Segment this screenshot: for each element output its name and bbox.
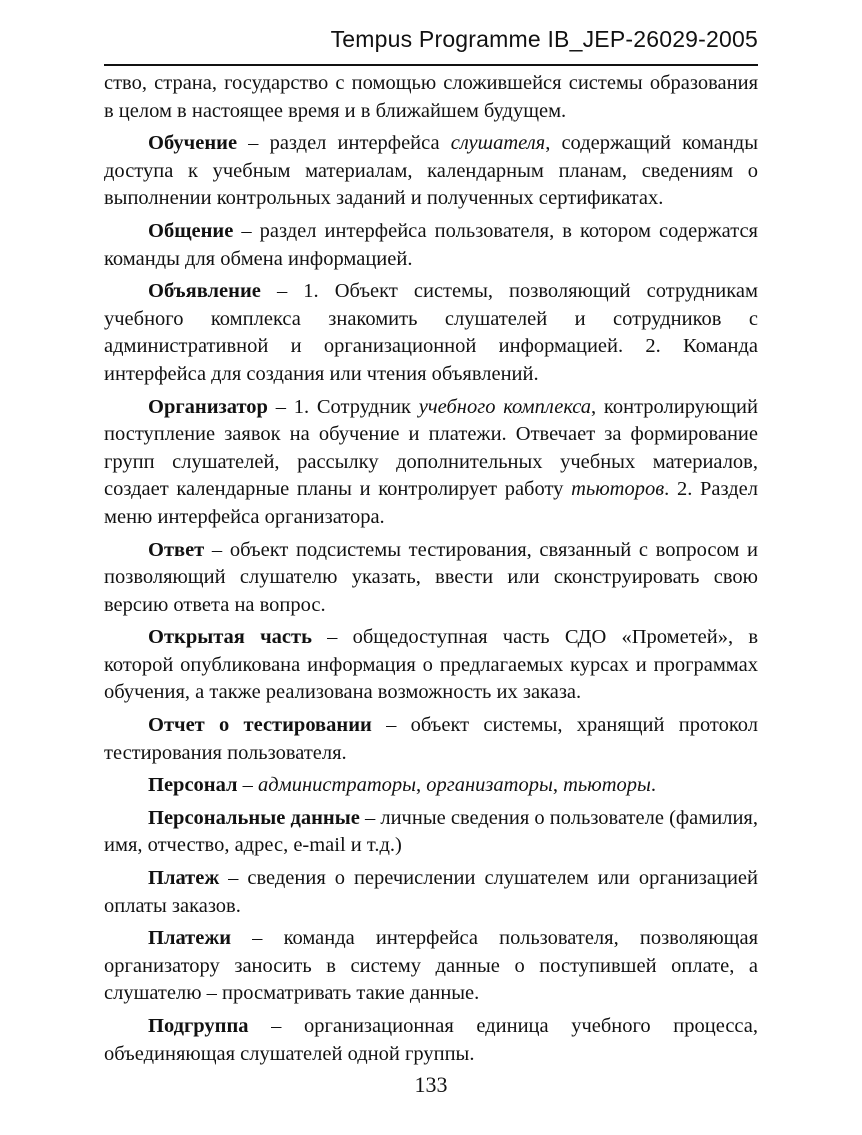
glossary-entry-obyavlenie (104, 278, 758, 388)
entry-term: Открытая часть (148, 626, 312, 649)
entry-term: Объявление (148, 280, 261, 303)
entry-term: Общение (148, 219, 234, 242)
entry-term: Подгруппа (148, 1015, 249, 1037)
entry-text: – (237, 774, 259, 797)
entry-text: , контролирующий поступление заявок на обучение и платежи. Отвечает за формирование групп слушателей, рассылку дополнительных учебных материалов, создает календарные планы и контролирует работу (104, 395, 758, 501)
header-rule (104, 64, 758, 66)
glossary-entry-podgruppa (104, 1013, 758, 1068)
entry-italic-ref: администраторы (258, 774, 417, 797)
glossary-entry-platezh (104, 865, 758, 920)
entry-text: – 1. Объект системы, позволяющий сотрудникам учебного комплекса знакомить слушателей и сотрудников с административной и организационной информацией. 2. Команда интерфейса для создания или чтения объявлений. (104, 280, 758, 385)
glossary-entry-personalnye-dannye (104, 805, 758, 860)
glossary-entry-organizator (104, 394, 758, 532)
entry-term: Персональные данные (148, 806, 360, 829)
entry-term: Организатор (148, 395, 268, 418)
entry-text: – объект системы, хранящий протокол тестирования пользователя. (104, 714, 759, 764)
entry-text: – организационная единица учебного процесса, объединяющая слушателей одной группы. (104, 1015, 758, 1065)
glossary-entry-platezhi (104, 925, 758, 1008)
glossary-entry-obshchenie (104, 218, 758, 273)
entry-italic-ref: учебного комплекса (418, 395, 592, 418)
entry-term: Платеж (148, 867, 220, 890)
entry-italic-ref: тьюторы (563, 774, 651, 797)
entry-term: Отчет о тестировании (148, 714, 372, 737)
entry-text: – объект подсистемы тестирования, связанный с вопросом и позволяющий слушателю указать, ввести или сконструировать свою версию ответа на вопрос. (104, 538, 758, 616)
entry-text: – раздел интерфейса пользователя, в котором содержатся команды для обмена информацией. (104, 219, 758, 270)
entry-text: – общедоступная часть СДО «Прометей», в которой опубликована информация о предлагаемых курсах и программах обучения, а также реализована возможность их заказа. (104, 626, 758, 704)
entry-term: Платежи (148, 927, 232, 950)
entry-term: Персонал (148, 774, 238, 797)
entry-term: Обучение (148, 132, 238, 155)
entry-italic-ref: слушателя (450, 132, 546, 155)
running-header: Tempus Programme IB_JEP-26029-2005 (330, 26, 758, 52)
glossary-entry-personal (104, 772, 758, 800)
entry-text: – 1. Сотрудник (267, 395, 419, 418)
entry-text: – сведения о перечислении слушателем или организацией оплаты заказов. (104, 867, 758, 917)
entry-text: – личные сведения о пользователе (фамилия, имя, отчество, адрес, e-mail и т.д.) (104, 806, 758, 857)
entry-text: . (650, 774, 657, 797)
entry-text: , (416, 774, 427, 797)
entry-text: , (552, 774, 564, 797)
glossary-entry-obuchenie (104, 130, 758, 213)
page-number: 133 (414, 1072, 448, 1097)
glossary-entry-otchet-o-testirovanii (104, 712, 758, 767)
glossary-entry-otvet (104, 537, 758, 620)
entry-italic-ref: тьюторов (571, 478, 665, 501)
entry-text: – команда интерфейса пользователя, позволяющая организатору заносить в систему данные о поступившей оплате, а слушателю – просматривать такие данные. (104, 927, 758, 1005)
glossary-body (104, 70, 758, 1073)
entry-text: . 2. Раздел меню интерфейса организатора. (104, 478, 758, 528)
continued-paragraph: ство, страна, государство с помощью сложившейся системы образования в целом в настоящее время и в ближайшем будущем. (104, 72, 758, 122)
entry-text: , содержащий команды доступа к учебным материалам, календарным планам, сведениям о выполнении контрольных заданий и полученных сертификатах. (104, 132, 758, 210)
entry-italic-ref: организаторы (426, 774, 553, 797)
entry-text: – раздел интерфейса (237, 132, 451, 155)
glossary-entry-otkrytaya-chast (104, 624, 758, 707)
entry-term: Ответ (148, 538, 205, 561)
